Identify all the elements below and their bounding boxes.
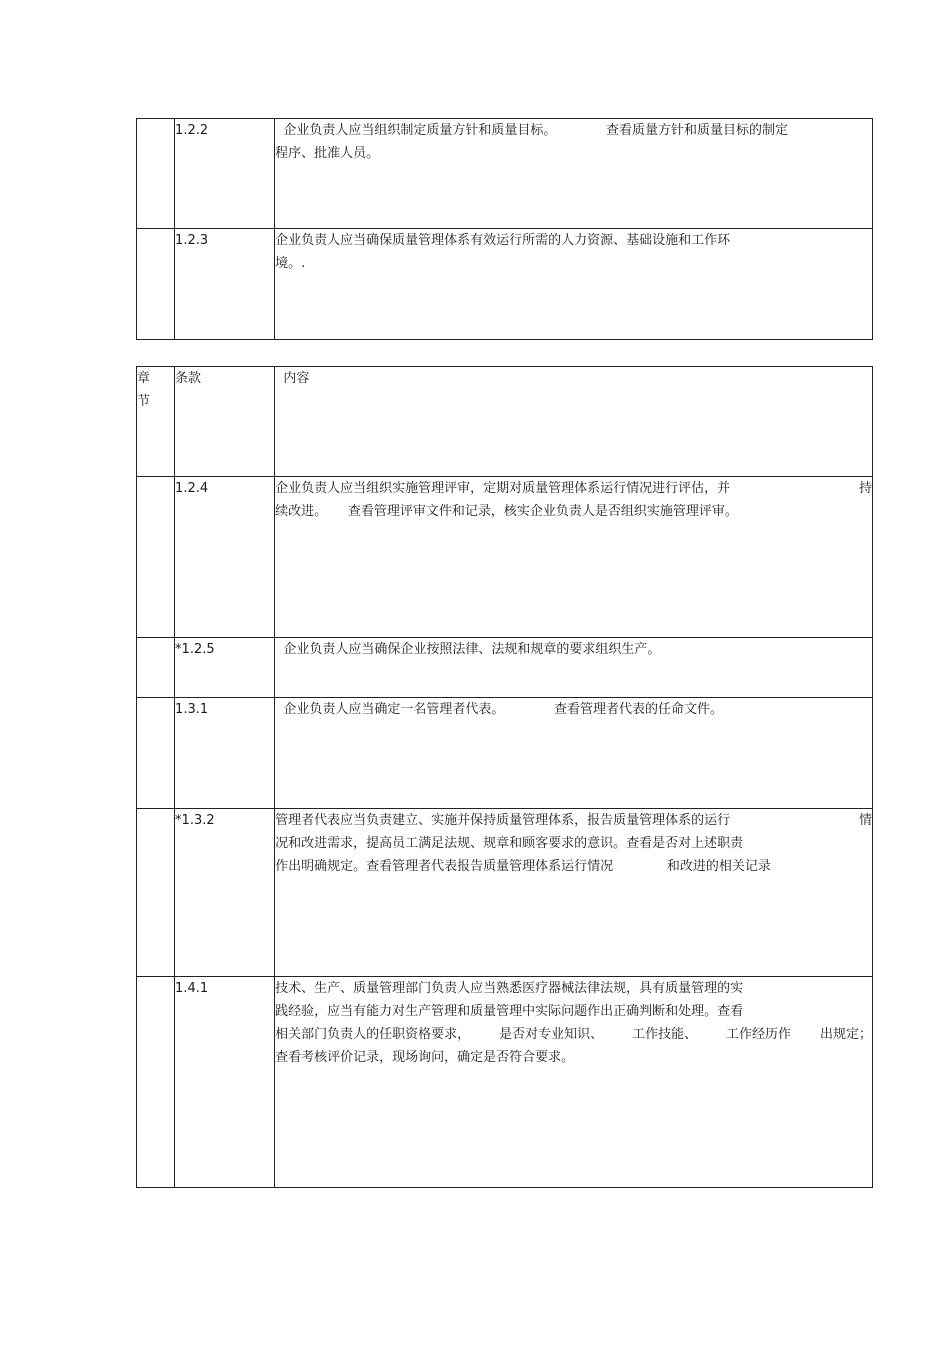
content-cell [275,977,873,1188]
table-row [137,119,873,229]
content-line: 技术、生产、质量管理部门负责人应当熟悉医疗器械法律法规，具有质量管理的实 [275,981,744,996]
content-text: 情 [858,813,872,828]
clause-cell: *1.3.2 [175,809,275,977]
continuation-table [136,118,873,340]
chapter-cell [137,809,175,977]
content-line [275,1023,872,1046]
content-cell [275,477,873,638]
content-text: 工作经历作 [726,1027,792,1042]
table-row [137,229,873,340]
chapter-cell [137,638,175,698]
clause-header: 条款 [175,367,275,477]
chapter-header [137,367,175,477]
content-cell [275,638,873,698]
content-text: 是否对专业知识、 [499,1027,604,1042]
chapter-cell [137,698,175,809]
content-text: 工作技能、 [632,1027,698,1042]
content-line: 作出明确规定。查看管理者代表报告质量管理体系运行情况 和改进的相关记录 [275,859,771,874]
chapter-cell [137,477,175,638]
clause-cell: 1.4.1 [175,977,275,1188]
content-text: 持 [858,481,872,496]
table-row [137,698,873,809]
content-cell [275,698,873,809]
content-line: 企业负责人应当确保质量管理体系有效运行所需的人力资源、基础设施和工作环 [275,233,731,248]
content-cell [275,809,873,977]
content-line: 境。. [275,256,306,271]
content-line [275,477,872,500]
content-line [275,809,872,832]
table-row [137,638,873,698]
requirements-table [136,366,873,1188]
content-text: 管理者代表应当负责建立、实施并保持质量管理体系，报告质量管理体系的运行 [275,813,731,828]
clause-cell: 1.2.4 [175,477,275,638]
content-line: 况和改进需求，提高员工满足法规、规章和顾客要求的意识。查看是否对上述职责 [275,836,744,851]
content-cell [275,229,873,340]
clause-cell: *1.2.5 [175,638,275,698]
content-text: 出规定； [819,1027,872,1042]
content-line: 续改进。 查看管理评审文件和记录，核实企业负责人是否组织实施管理评审。 [275,504,738,519]
table-header-row [137,367,873,477]
chapter-cell [137,229,175,340]
content-text: 企业负责人应当组织实施管理评审，定期对质量管理体系运行情况进行评估，并 [275,481,731,496]
content-line: 程序、批准人员。 [275,146,380,161]
chapter-cell [137,119,175,229]
clause-cell: 1.2.3 [175,229,275,340]
clause-cell: 1.3.1 [175,698,275,809]
content-line: 企业负责人应当确保企业按照法律、法规和规章的要求组织生产。 [275,642,661,657]
table-row [137,477,873,638]
content-line: 企业负责人应当确定一名管理者代表。 查看管理者代表的任命文件。 [275,702,724,717]
content-header [275,367,873,477]
content-text: 相关部门负责人的任职资格要求， [275,1027,471,1042]
table-row [137,809,873,977]
chapter-cell [137,977,175,1188]
content-header-label: 内容 [275,371,310,386]
content-line: 企业负责人应当组织制定质量方针和质量目标。 查看质量方针和质量目标的制定 [275,123,789,138]
content-line: 查看考核评价记录，现场询问，确定是否符合要求。 [275,1050,575,1065]
content-line: 践经验，应当有能力对生产管理和质量管理中实际问题作出正确判断和处理。查看 [275,1004,744,1019]
clause-cell: 1.2.2 [175,119,275,229]
table-row [137,977,873,1188]
chapter-header-char: 章 [137,371,151,386]
chapter-header-char: 节 [137,394,151,409]
content-cell [275,119,873,229]
